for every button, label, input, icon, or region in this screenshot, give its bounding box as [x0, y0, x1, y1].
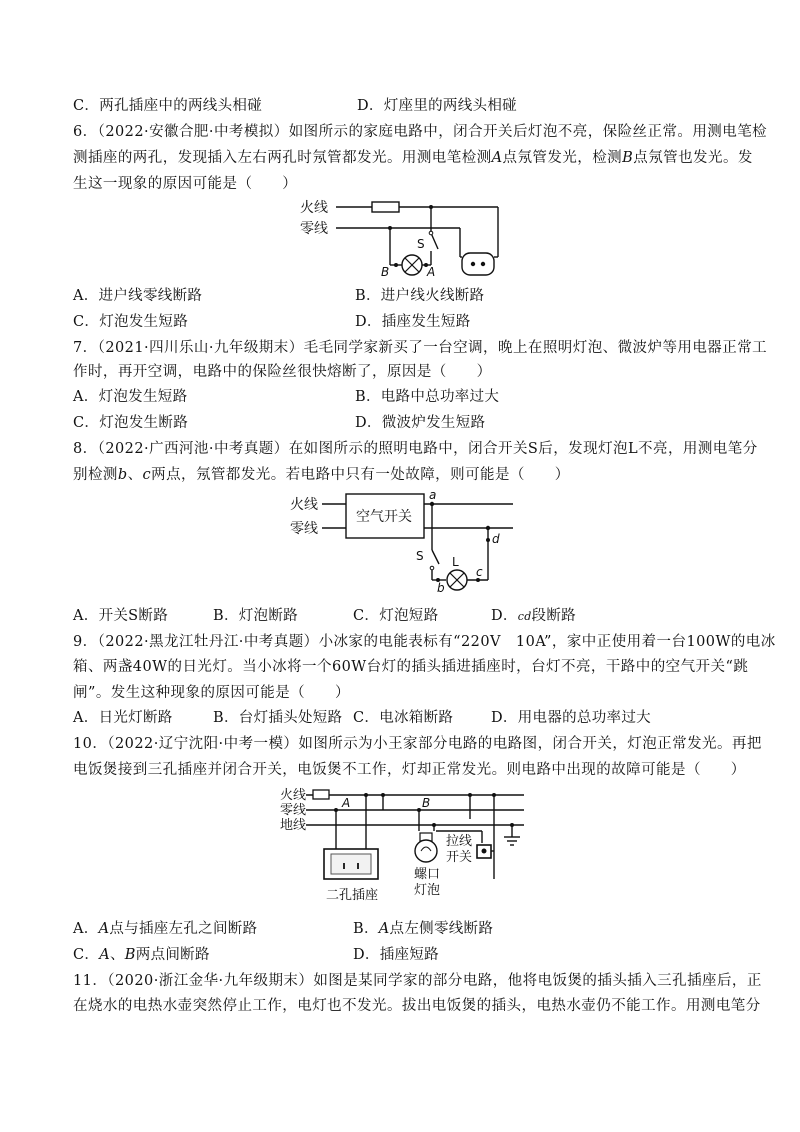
q11-stem-line1: 11．（2020·浙江金华·九年级期末）如图是某同学家的部分电路，他将电饭煲的插头插入三孔插座后，正	[73, 973, 762, 989]
q7-option-d: D．微波炉发生短路	[355, 415, 486, 431]
q10-neutral-label: 零线	[280, 803, 307, 818]
q6-a-label: A	[427, 265, 436, 279]
q6-option-d: D．插座发生短路	[355, 314, 471, 330]
q9-option-a: A．日光灯断路	[73, 710, 173, 726]
q6-socket	[462, 253, 494, 275]
q8-option-c: C．灯泡短路	[353, 608, 439, 624]
q10-bulb-label-1: 螺口	[414, 867, 441, 882]
q10-bulb-label-2: 灯泡	[414, 883, 441, 898]
q10-a-label: A	[342, 796, 351, 810]
q10-fuse	[313, 790, 329, 799]
q6-stem-line2: 测插座的两孔，发现插入左右两孔时氖管都发光。用测电笔检测A点氖管发光，检测B点氖管也发光。发	[73, 150, 753, 166]
q10-fire-label: 火线	[280, 788, 307, 803]
q10-pull-switch-label-2: 开关	[446, 850, 473, 865]
q8-circuit-diagram	[288, 488, 528, 600]
q6-stem-line1: 6．（2022·安徽合肥·中考模拟）如图所示的家庭电路中，闭合开关后灯泡不亮，保险丝正常。用测电笔检	[73, 124, 768, 140]
q7-option-c: C．灯泡发生断路	[73, 415, 188, 431]
q10-socket-label: 二孔插座	[326, 888, 379, 903]
q6-circuit-diagram	[290, 195, 520, 283]
q10-option-b: B．A点左侧零线断路	[353, 921, 494, 937]
q8-option-a: A．开关S断路	[73, 608, 169, 624]
q8-switch-blade	[432, 550, 439, 564]
q6-stem-line3: 生这一现象的原因可能是（ ）	[73, 176, 298, 192]
q7-option-a: A．灯泡发生短路	[73, 389, 188, 405]
q8-breaker-label: 空气开关	[356, 509, 412, 525]
q10-b-label: B	[422, 796, 431, 810]
q6-option-c: C．灯泡发生短路	[73, 314, 188, 330]
q6-point-b: B	[622, 150, 634, 166]
q5-option-c: C．两孔插座中的两线头相碰	[73, 98, 262, 114]
q10-stem-line2: 电饭煲接到三孔插座并闭合开关，电饭煲不工作，灯却正常发光。则电路中出现的故障可能是（ ）	[73, 762, 746, 778]
q6-fuse	[372, 202, 399, 212]
q8-neutral-label: 零线	[290, 521, 318, 537]
q6-option-b: B．进户线火线断路	[355, 288, 485, 304]
q11-stem-line2: 在烧水的电热水壶突然停止工作，电灯也不发光。拔出电饭煲的插头，电热水壶仍不能工作。用测电笔分	[73, 998, 761, 1014]
q9-option-c: C．电冰箱断路	[353, 710, 454, 726]
q6-point-a: A	[491, 150, 503, 166]
q6-b-label: B	[381, 265, 390, 279]
q10-option-a: A．A点与插座左孔之间断路	[73, 921, 258, 937]
q7-option-b: B．电路中总功率过大	[355, 389, 500, 405]
q8-a-label: a	[429, 488, 437, 502]
q8-d-label: d	[492, 532, 500, 546]
q10-circuit-diagram	[276, 783, 530, 913]
q8-c-label: c	[476, 565, 483, 579]
q9-stem-line3: 闸”。发生这种现象的原因可能是（ ）	[73, 685, 350, 701]
q9-stem-line2: 箱、两盏40W的日光灯。当小冰将一个60W台灯的插头插进插座时，台灯不亮，干路中的空气开关“跳	[73, 659, 749, 675]
q8-fire-label: 火线	[290, 497, 318, 513]
q10-pull-switch-label-1: 拉线	[446, 834, 473, 849]
q8-b-label: b	[437, 581, 445, 595]
q10-screw-bulb	[415, 840, 437, 862]
q8-option-b: B．灯泡断路	[213, 608, 298, 624]
q6-neutral-label: 零线	[300, 221, 328, 237]
q7-stem-line2: 作时，再开空调，电路中的保险丝很快熔断了，原因是（ ）	[73, 364, 492, 380]
q8-point-c: c	[142, 467, 152, 483]
q6-switch-label: S	[417, 237, 425, 251]
q6-fire-label: 火线	[300, 200, 328, 216]
q8-point-b: b	[117, 467, 128, 483]
q8-lamp-label: L	[452, 555, 459, 569]
q5-option-d: D．灯座里的两线头相碰	[357, 98, 517, 114]
q7-stem-line1: 7．（2021·四川乐山·九年级期末）毛毛同学家新买了一台空调，晚上在照明灯泡、微波炉等用电器正常工	[73, 340, 768, 356]
q10-option-d: D．插座短路	[353, 947, 439, 963]
q8-stem-line1: 8．（2022·广西河池·中考真题）在如图所示的照明电路中，闭合开关S后，发现灯泡L不亮，用测电笔分	[73, 441, 758, 457]
q6-switch-blade	[431, 233, 438, 249]
q9-option-b: B．台灯插头处短路	[213, 710, 343, 726]
q8-option-d: D．cd段断路	[491, 608, 576, 624]
q8-switch-label: S	[416, 549, 424, 563]
q9-option-d: D．用电器的总功率过大	[491, 710, 651, 726]
q10-stem-line1: 10．（2022·辽宁沈阳·中考一模）如图所示为小王家部分电路的电路图，闭合开关，灯泡正常发光。再把	[73, 736, 762, 752]
q8-stem-line2: 别检测b、c两点，氖管都发光。若电路中只有一处故障，则可能是（ ）	[73, 467, 570, 483]
q10-ground-label: 地线	[280, 818, 307, 833]
q10-option-c: C．A、B两点间断路	[73, 947, 210, 963]
q9-stem-line1: 9．（2022·黑龙江牡丹江·中考真题）小冰家的电能表标有“220V 10A”，家中正使用着一台100W的电冰	[73, 634, 776, 650]
q6-option-a: A．进户线零线断路	[73, 288, 203, 304]
